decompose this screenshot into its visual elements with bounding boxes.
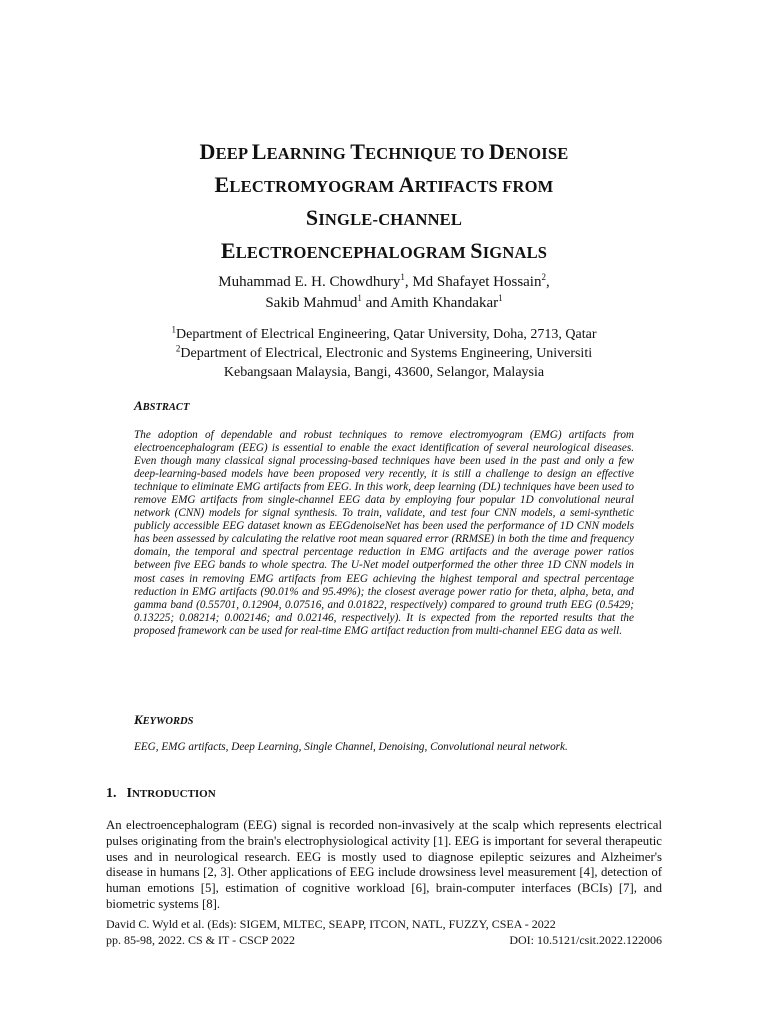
- keywords-heading: [134, 712, 193, 728]
- title-line: ELECTROMYOGRAM ARTIFACTS FROM: [214, 172, 554, 197]
- author-name: Md Shafayet Hossain: [412, 274, 542, 290]
- author-name: Muhammad E. H. Chowdhury: [218, 274, 401, 290]
- footer-proceedings: David C. Wyld et al. (Eds): SIGEM, MLTEC, SEAPP, ITCON, NATL, FUZZY, CSEA - 2022: [106, 917, 556, 931]
- introduction-heading-initial: I: [126, 786, 132, 801]
- keywords-text: EEG, EMG artifacts, Deep Learning, Single Channel, Denoising, Convolutional neural network.: [134, 741, 568, 753]
- abstract-heading-rest: BSTRACT: [142, 402, 190, 413]
- footer-pages: pp. 85-98, 2022. CS & IT - CSCP 2022: [106, 932, 296, 947]
- introduction-text: An electroencephalogram (EEG) signal is recorded non-invasively at the scalp which represents electrical pulses originating from the brain's electrophysiological activity [1]. EEG is important for several therapeutic uses and in neurological research. EEG is mostly used to diagnose epileptic seizures and Alzheimer's disease in humans [2, 3]. Other applications of EEG include drowsiness level measurement [4], detection of human emotions [5], estimation of cognitive workload [6], brain-computer interfaces (BCIs) [7], and biometric systems [8].: [106, 818, 662, 911]
- footer-doi: DOI: 10.5121/csit.2022.122006: [509, 932, 662, 947]
- author-line-2: Sakib Mahmud$^1$ and Amith Khandakar$^1$: [265, 293, 503, 311]
- footer-row: [106, 933, 662, 949]
- affiliation-line: Kebangsaan Malaysia, Bangi, 43600, Selangor, Malaysia: [223, 365, 545, 380]
- author-name: Sakib Mahmud: [265, 295, 358, 311]
- page-footer: [106, 917, 662, 948]
- keywords-heading-initial: K: [134, 712, 143, 727]
- abstract-heading: [134, 398, 189, 414]
- title-line: DEEP LEARNING TECHNIQUE TO DENOISE: [199, 139, 569, 164]
- paper-title: [100, 136, 668, 268]
- affiliations: [100, 325, 668, 382]
- author-name: Amith Khandakar: [390, 295, 499, 311]
- keywords-heading-rest: EYWORDS: [142, 716, 194, 727]
- section-number: 1.: [106, 786, 117, 801]
- abstract-heading-initial: A: [134, 398, 143, 413]
- title-line: ELECTROENCEPHALOGRAM SIGNALS: [220, 238, 548, 263]
- author-list: [100, 272, 668, 314]
- affiliation-line: $^2$Department of Electrical, Electronic and Systems Engineering, Universiti: [175, 343, 593, 361]
- introduction-heading-rest: NTRODUCTION: [131, 788, 216, 800]
- introduction-heading: [106, 786, 216, 802]
- affiliation-line: $^1$Department of Electrical Engineering, Qatar University, Doha, 2713, Qatar: [171, 324, 597, 342]
- author-line-1: Muhammad E. H. Chowdhury$^1$, Md Shafayet Hossain$^2$,: [218, 272, 550, 290]
- abstract-text: The adoption of dependable and robust techniques to remove electromyogram (EMG) artifacts from electroencephalogram (EEG) is essential to enable the exact identification of several neurological diseases. Even though many classical signal processing-based techniques have been used in the past and only a few deep-learning-based models have been proposed very recently, it is still a challenge to design an effective technique to eliminate EMG artifacts from EEG. In this work, deep learning (DL) techniques have been used to remove EMG artifacts from single-channel EEG data by employing four popular 1D convolutional neural network (CNN) models for signal synthesis. To train, validate, and test four CNN models, a semi-synthetic publicly accessible EEG dataset known as EEGdenoiseNet has been used the performance of 1D CNN models has been assessed by calculating the relative root mean squared error (RRMSE) in both the time and frequency domain, the temporal and spectral percentage reduction in EMG artifacts and the average power ratios between five EEG bands to whole spectra. The U-Net model outperformed the other three 1D CNN models in most cases in removing EMG artifacts from EEG achieving the highest temporal and spectral percentage reduction in EMG artifacts (90.01% and 95.49%); the closest average power ratio for theta, alpha, beta, and gamma band (0.55701, 0.12904, 0.07516, and 0.01822, respectively) compared to ground truth EEG (0.5429; 0.13225; 0.08214; 0.002146; and 0.02146, respectively). It is expected from the reported results that the proposed framework can be used for real-time EMG artifact reduction from multi-channel EEG data as well.: [134, 429, 634, 637]
- title-line: SINGLE-CHANNEL: [305, 205, 463, 230]
